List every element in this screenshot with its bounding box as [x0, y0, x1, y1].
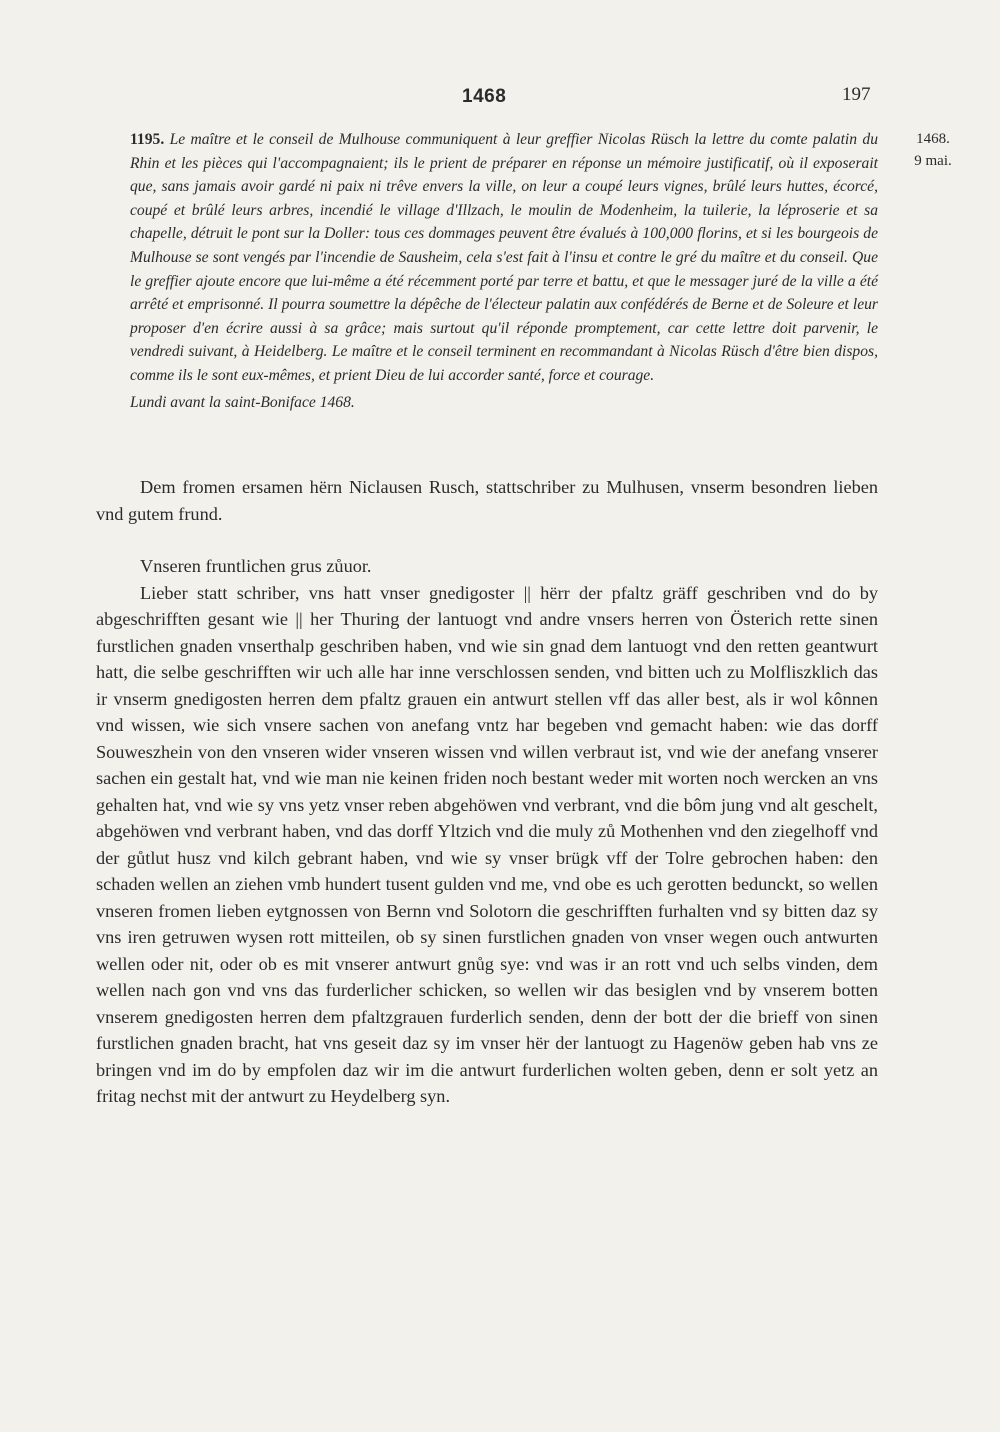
- entry-number: 1195.: [130, 131, 165, 148]
- entry-summary: [130, 128, 878, 414]
- page-number: 197: [842, 84, 871, 105]
- summary-text: Le maître et le conseil de Mulhouse communiquent à leur greffier Nicolas Rüsch la lettre du comte palatin du Rhin et les pièces qui l'accompagnaient; ils le prient de préparer en réponse un mémoire justificatif, où il exposerait que, sans jamais avoir gardé ni paix ni trêve envers la ville, on leur a coupé leurs vignes, brûlé leurs huttes, écorcé, coupé et brûlé leurs arbres, incendié le village d'Illzach, le moulin de Modenheim, la tuilerie, la léproserie et sa chapelle, détruit le pont sur la Doller: tous ces dommages peuvent être évalués à 100,000 florins, et si les bourgeois de Mulhouse se sont vengés par l'incendie de Sausheim, cela s'est fait à l'insu et contre le gré du maître et du conseil. Que le greffier ajoute encore que lui-même a été récemment porté par terre et battu, et que le messager juré de la ville a été arrêté et emprisonné. Il pourra soumettre la dépêche de l'électeur palatin aux confédérés de Berne et de Soleure et leur proposer d'en écrire aussi à sa grâce; mais surtout qu'il réponde promptement, car cette lettre doit parvenir, le vendredi suivant, à Heidelberg. Le maître et le conseil terminent en recommandant à Nicolas Rüsch d'être bien dispos, comme ils le sont eux-mêmes, et prient Dieu de lui accorder santé, force et courage.: [130, 131, 878, 384]
- letter-address: Dem fromen ersamen hërn Niclausen Rusch, stattschriber zu Mulhusen, vnserm besondren lieben vnd gutem frund.: [96, 477, 878, 524]
- margin-note-date: 9 mai.: [914, 153, 952, 169]
- letter-body: Lieber statt schriber, vns hatt vnser gnedigoster || hërr der pfaltz gräff geschriben vnd do by abgeschrifften gesant wie || her Thuring der lantuogt vnd andre vnsers herren von Österich rette sinen furstlichen gnaden vnserthalp geschriben haben, vnd wie sin gnad dem lantuogt vnd den retten geantwurt hatt, die selbe geschrifften wir uch alle har inne verschlossen senden, vnd bitten uch zu Molfliszklich das ir vnserm gnedigosten herren dem pfaltz grauen ein antwurt stellen vff das aller best, als ir wol kônnen vnd wissen, wie sich vnsere sachen von anefang vntz har begeben vnd gemacht haben: wie das dorff Souweszhein von den vnseren wider vnseren wissen vnd willen verbraut ist, vnd wie der anefang vnserer sachen ein gestalt hat, vnd wie man nie keinen friden noch bestant weder mit worten noch wercken an vns gehalten hat, vnd wie sy vns yetz vnser reben abgehöwen vnd verbrant, vnd die bôm jung vnd alt geschelt, abgehöwen vnd verbrant haben, vnd das dorff Yltzich vnd die muly zů Mothenhen vnd den ziegelhoff vnd der gůtlut husz vnd kilch gebrant haben, vnd wie sy vnser brügk vff der Tolre gebrochen haben: den schaden wellen an ziehen vmb hundert tusent gulden vnd me, vnd obe es uch gerotten bedunckt, so wellen vnseren fromen lieben eytgnossen von Bernn vnd Solotorn die geschrifften furhalten vnd sy bitten daz sy vns iren getruwen wysen rott mitteilen, ob sy sinen furstlichen gnaden von vnser wegen ouch antwurten wellen oder nit, oder ob es mit vnserer antwurt gnůg sye: vnd was ir an rott vnd uch selbs vinden, dem wellen nach gon vnd vns das furderlicher schicken, so wellen wir das besiglen vnd by vnserem botten vnserem gnedigosten herren dem pfaltzgrauen furderlich senden, denn der bott der die brieff von sinen furstlichen gnaden bracht, hat vns geseit daz sy im vnser hër der lantuogt zu Hagenöw geben hab vns ze bringen vnd im do by empfolen daz wir im die antwurt furderlichen wolten geben, denn er solt yetz an fritag nechst mit der antwurt zu Heydelberg syn.: [96, 582, 878, 1106]
- letter-text: [96, 474, 878, 1110]
- margin-note: [898, 128, 968, 172]
- summary-paragraph: [130, 128, 878, 388]
- running-head-year: 1468: [462, 86, 507, 107]
- letter-greeting: Vnseren fruntlichen grus zůuor.: [140, 556, 372, 576]
- running-head: [0, 82, 1000, 112]
- margin-note-year: 1468.: [916, 131, 950, 147]
- summary-date-line: Lundi avant la saint-Boniface 1468.: [130, 393, 355, 411]
